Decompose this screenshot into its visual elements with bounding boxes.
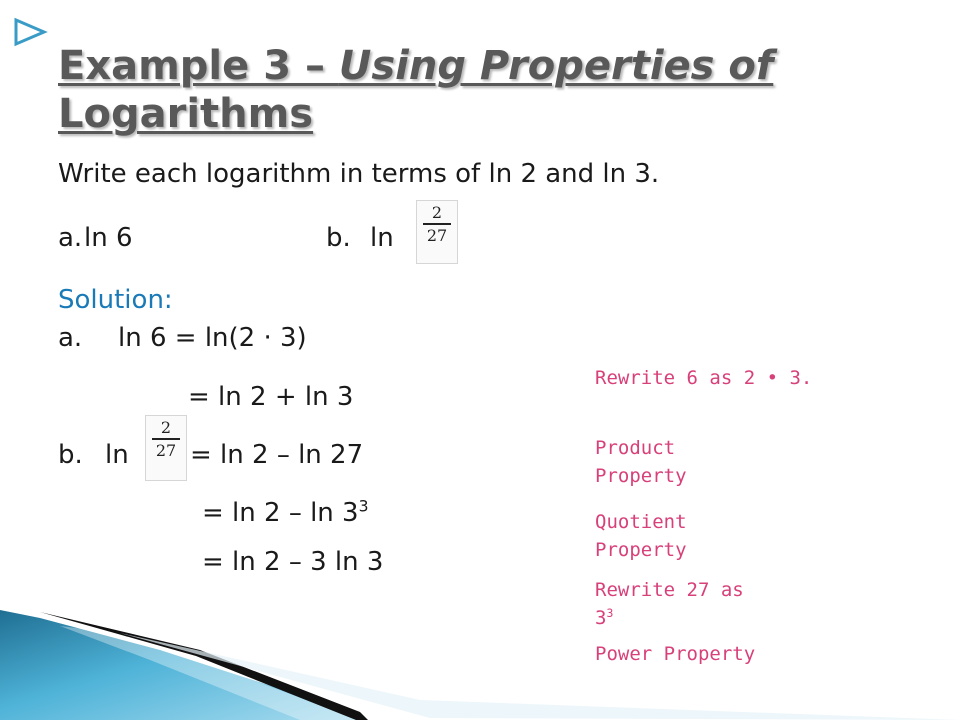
- note-rewrite-27: [595, 576, 744, 632]
- note-product-line1: Product: [595, 437, 676, 459]
- intro-text: Write each logarithm in terms of ln 2 and ln 3.: [58, 159, 660, 189]
- title-emphasis: Using Properties of: [338, 43, 774, 89]
- note-product-line2: Property: [595, 465, 687, 487]
- fraction-numerator: 2: [431, 203, 443, 222]
- slide-title: [58, 42, 773, 138]
- solution-b-step2: [202, 497, 369, 529]
- problem-b-fraction: [416, 200, 458, 264]
- fraction-numerator: 2: [160, 418, 172, 437]
- title-prefix: Example 3 –: [58, 43, 339, 89]
- note-quotient-line1: Quotient: [595, 511, 687, 533]
- solution-b-step3: = ln 2 – 3 ln 3: [202, 547, 384, 577]
- note-rewrite-6: Rewrite 6 as 2 • 3.: [595, 367, 813, 389]
- title-line2: Logarithms: [58, 91, 314, 137]
- solution-b-step1: = ln 2 – ln 27: [190, 440, 364, 470]
- solution-b-prefix: ln: [105, 440, 129, 470]
- problem-a-expression: ln 6: [84, 223, 133, 253]
- note-rewrite-27-exponent: 3: [606, 606, 614, 621]
- problem-b-expression: ln: [370, 223, 394, 253]
- fraction-bar: [152, 438, 180, 440]
- note-rewrite-27-line2: [595, 607, 613, 629]
- solution-a-label: a.: [58, 323, 83, 353]
- solution-a-step2: = ln 2 + ln 3: [188, 382, 354, 412]
- solution-b-fraction: [145, 415, 187, 481]
- note-power-property: Power Property: [595, 643, 756, 665]
- note-product-property: [595, 434, 687, 490]
- note-rewrite-27-line1: Rewrite 27 as: [595, 579, 744, 601]
- solution-b-step2-exponent: 3: [358, 497, 369, 516]
- note-rewrite-27-base: 3: [595, 607, 607, 629]
- fraction-bar: [423, 223, 451, 225]
- note-quotient-line2: Property: [595, 539, 687, 561]
- solution-a-step1: ln 6 = ln(2 · 3): [118, 323, 307, 353]
- fraction-denominator: 27: [155, 441, 177, 460]
- problem-a-label: a.: [58, 223, 83, 253]
- solution-b-step2-base: = ln 2 – ln 3: [202, 498, 359, 528]
- problem-b-label: b.: [326, 223, 351, 253]
- note-quotient-property: [595, 508, 687, 564]
- solution-heading: Solution:: [58, 285, 173, 315]
- solution-b-label: b.: [58, 440, 83, 470]
- fraction-denominator: 27: [426, 226, 448, 245]
- arrow-bullet-icon: [16, 20, 44, 44]
